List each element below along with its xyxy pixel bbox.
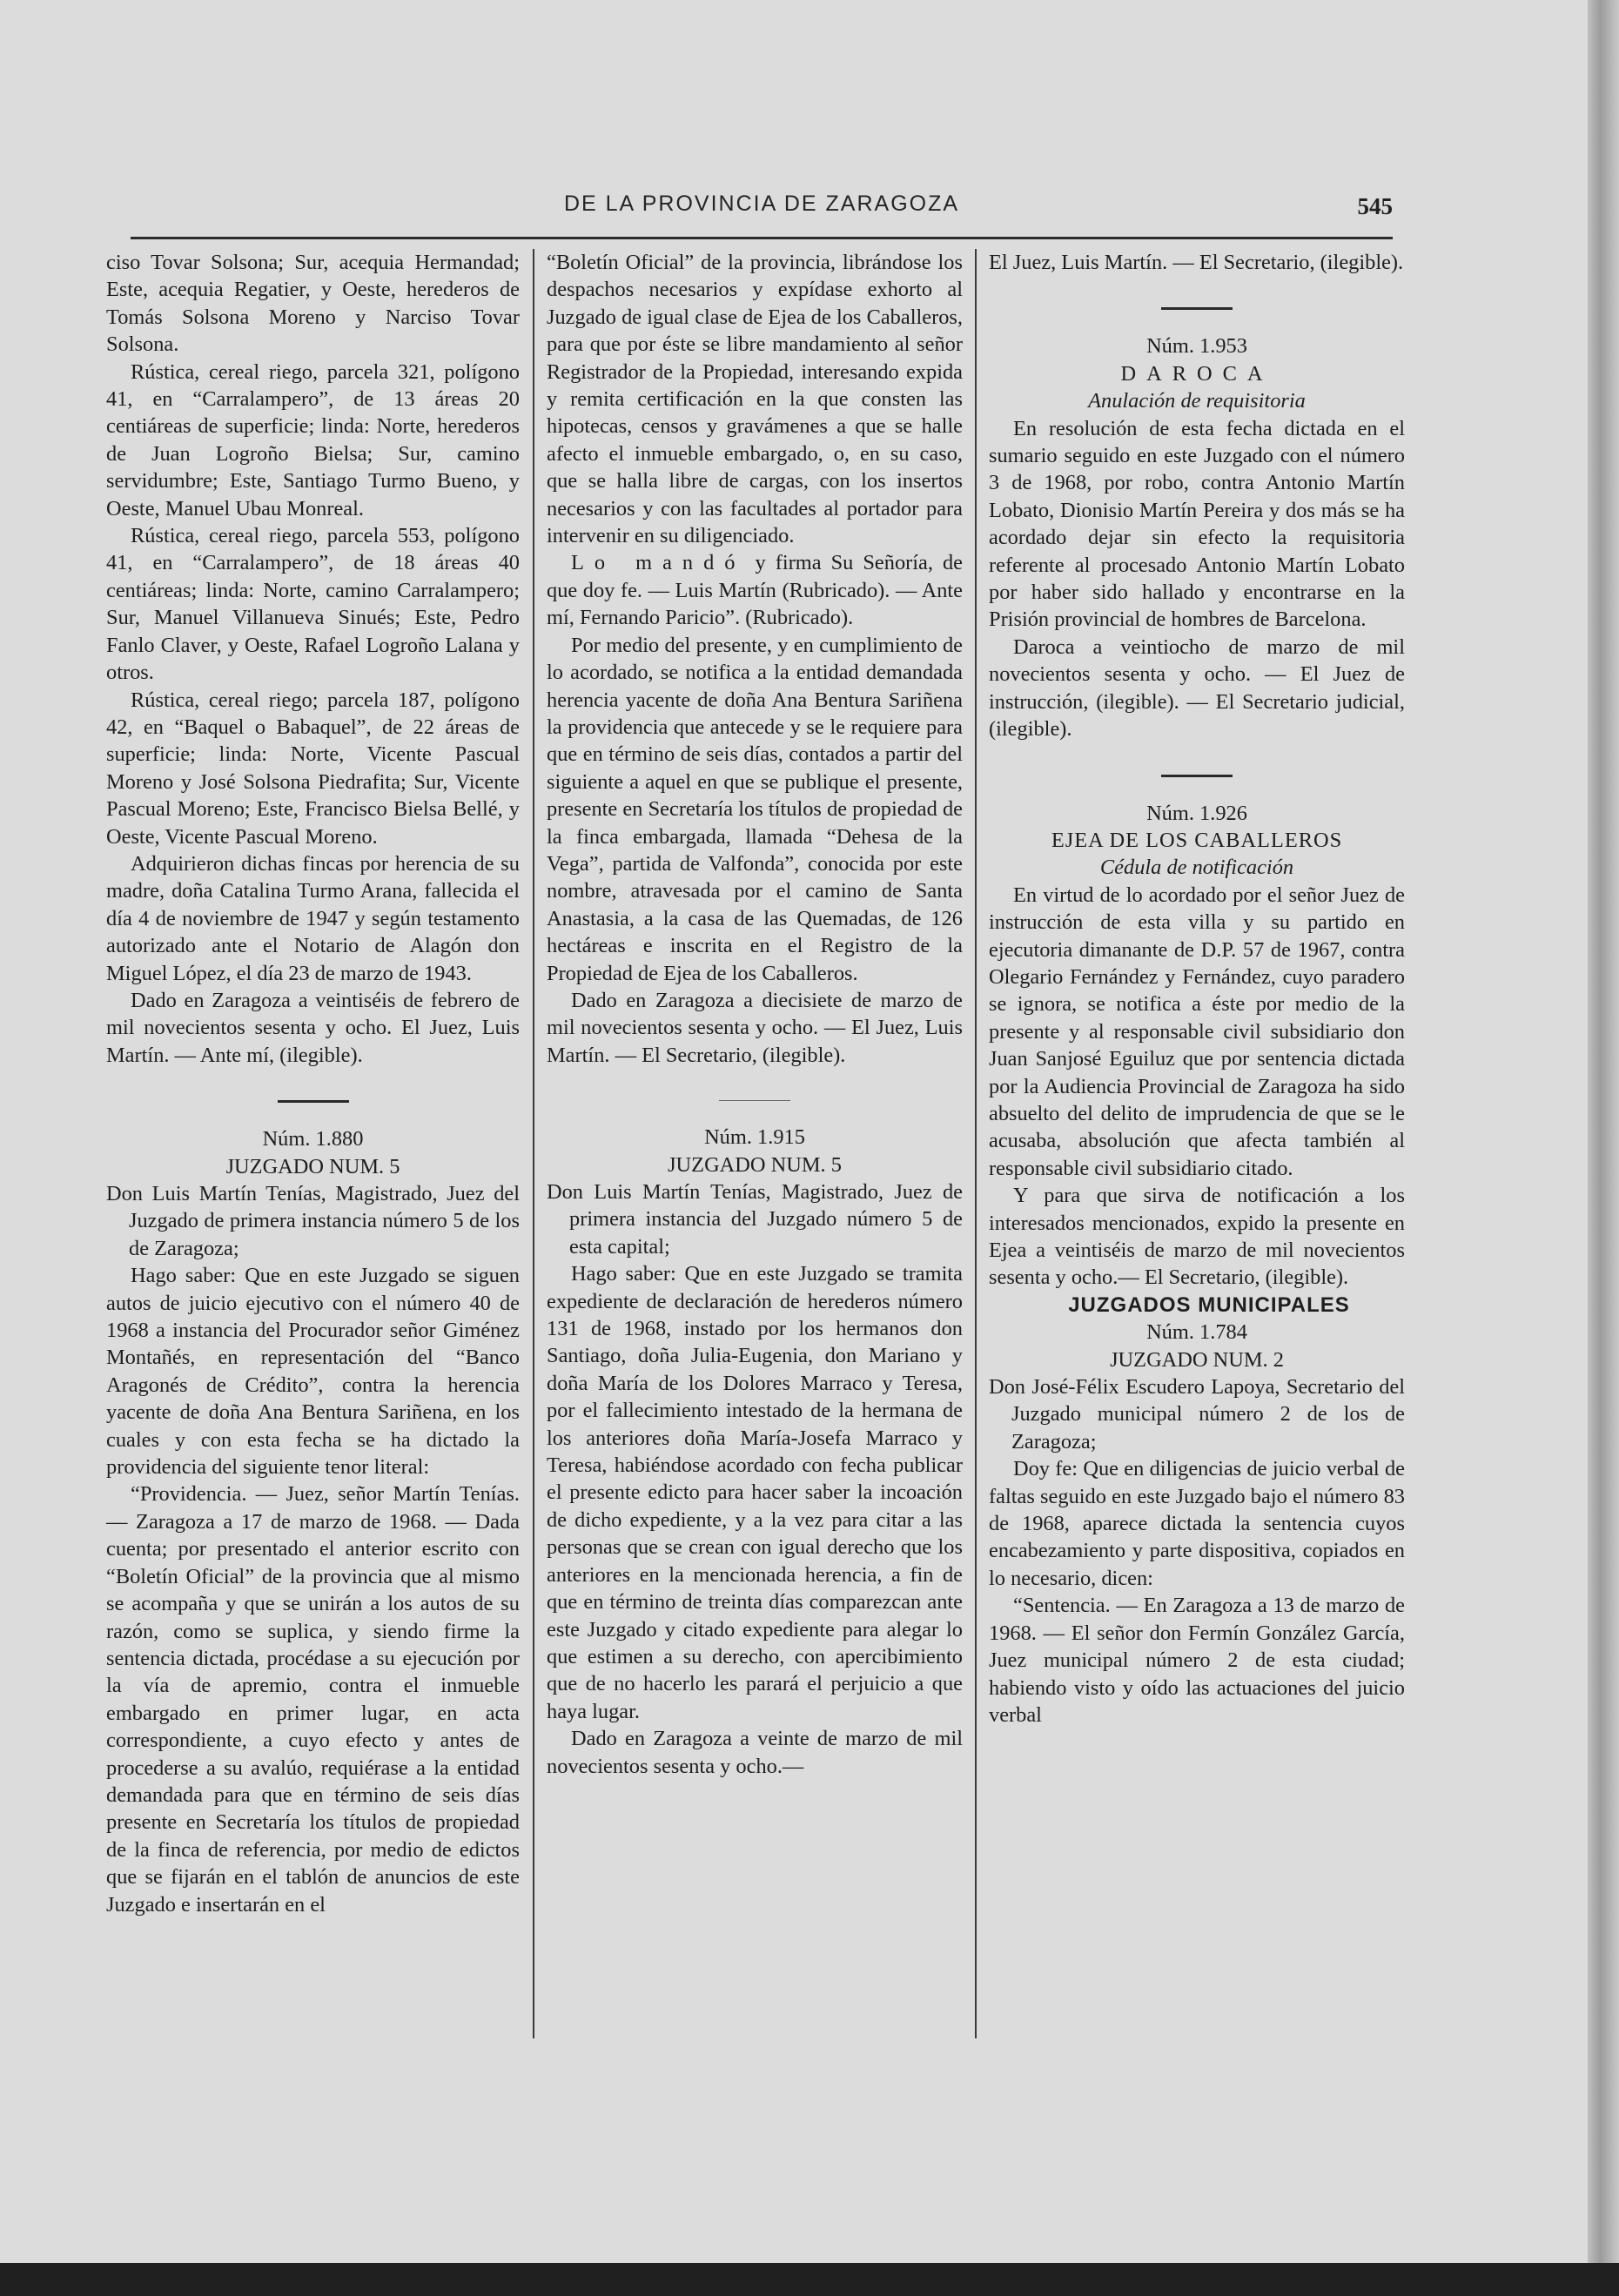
paragraph: Por medio del presente, y en cumplimiento de lo acordado, se notifica a la entidad demandada herencia yacente de doña Ana Bentura Sariñena la providencia que antecede y se le requiere para que en término de seis días, contados a partir del siguiente a aquel en que se publique el presente, presente en Secretaría los títulos de propiedad de la finca embargada, llamada “Dehesa de la Vega”, partida de Valfonda”, conocida por este nombre, atravesada por el camino de Santa Anastasia, a la casa de las Quemadas, de 126 hectáreas e inscrita en el Registro de la Propiedad de Ejea de los Caballeros. [547, 633, 963, 985]
column-3 [989, 249, 1405, 1729]
paragraph: “Providencia. — Juez, señor Martín Tenías. — Zaragoza a 17 de marzo de 1968. — Dada cuenta; por presentado el anterior escrito con “Boletín Oficial” de la provincia que al mismo se acompaña y que se unirán a los autos de su razón, como se suplica, y siendo firme la sentencia dictada, procédase a su ejecución por la vía de apremio, contra el inmueble embargado en primer lugar, en acta correspondiente, a cuyo efecto y antes de procederse a su avalúo, requiérase a la entidad demandada para que en término de seis días presente en Secretaría los títulos de propiedad de la finca de referencia, por medio de edictos que se fijarán en el tablón de anuncios de este Juzgado e insertarán en el [106, 1482, 520, 1917]
paragraph: El Juez, Luis Martín. — El Secretario, (ilegible). [989, 251, 1404, 274]
paragraph: “Sentencia. — En Zaragoza a 13 de marzo de 1968. — El señor don Fermín González García, Juez municipal número 2 de esta ciudad; habiendo visto y oído las actuaciones del juicio verbal [989, 1594, 1405, 1727]
spaced-text: Lo mandó [571, 551, 746, 575]
paragraph: Rústica, cereal riego, parcela 553, polígono 41, en “Carralampero”, de 18 áreas 40 centiáreas; linda: Norte, camino Carralampero; Sur, Manuel Villanueva Sinués; Este, Pedro Fanlo Claver, y Oeste, Rafael Logroño Lalana y otros. [106, 524, 520, 685]
section-divider [719, 1100, 790, 1101]
page-edge [1588, 0, 1619, 2296]
header-title: DE LA PROVINCIA DE ZARAGOZA [563, 191, 960, 216]
paragraph: Doy fe: Que en diligencias de juicio verbal de faltas seguido en este Juzgado bajo el número 83 de 1968, aparece dictada la sentencia cuyos encabezamiento y parte dispositiva, copiados en lo necesario, dicen: [989, 1457, 1405, 1590]
notice-subtitle: Anulación de requisitoria [1088, 389, 1306, 413]
paragraph: En virtud de lo acordado por el señor Juez de instrucción de esta villa y su partido en ejecutoria dimanante de D.P. 57 de 1967, contra Olegario Fernández y Fernández, cuyo paradero se ignora, se notifica a éste por medio de la presente y al responsable civil subsidiario don Juan Sanjosé Eguiluz que por sentencia dictada por la Audiencia Provincial de Zaragoza ha sido absuelto del delito de imprudencia de que se le acusaba, absolución que afecta también al responsable civil subsidiario citado. [989, 883, 1405, 1180]
paragraph: Dado en Zaragoza a veinte de marzo de mil novecientos sesenta y ocho.— [547, 1727, 963, 1778]
town-heading: DAROCA [1120, 361, 1273, 386]
paragraph: “Boletín Oficial” de la provincia, librándose los despachos necesarios y expídase exhorto al Juzgado de igual clase de Ejea de los Caballeros, para que por éste se libre mandamiento al señor Registrador de la Propiedad, interesando expida y remita certificación en la que consten las hipotecas, censos y gravámenes a que se halle afecto el inmueble embargado, o, en su caso, que se halla libre de cargas, con los insertos necesarios y con las facultades al portador para intervenir en su diligenciado. [547, 251, 963, 548]
section-divider [278, 1100, 349, 1103]
paragraph: Rústica, cereal riego; parcela 187, polígono 42, en “Baquel o Babaquel”, de 22 áreas de superficie; linda: Norte, Vicente Pascual Moreno y José Solsona Piedrafita; Sur, Vicente Pascual Moreno; Este, Francisco Bielsa Bellé, y Oeste, Vicente Pascual Moreno. [106, 688, 520, 849]
paragraph: Don José-Félix Escudero Lapoya, Secretario del Juzgado municipal número 2 de los de Zaragoza; [989, 1375, 1405, 1453]
paragraph: Hago saber: Que en este Juzgado se siguen autos de juicio ejecutivo con el número 40 de 1968 a instancia del Procurador señor Giménez Montañés, en representación del “Banco Aragonés de Crédito”, contra la herencia yacente de doña Ana Bentura Sariñena, en los cuales y con esta fecha se ha dictado la providencia del siguiente tenor literal: [106, 1264, 520, 1480]
paragraph: ciso Tovar Solsona; Sur, acequia Hermandad; Este, acequia Regatier, y Oeste, herederos de Tomás Solsona Moreno y Narciso Tovar Solsona. [106, 251, 520, 357]
paragraph [547, 549, 963, 631]
paragraph: Daroca a veintiocho de marzo de mil novecientos sesenta y ocho. — El Juez de instrucción, (ilegible). — El Secretario judicial, (ilegible). [989, 634, 1405, 742]
court-heading: JUZGADO NUM. 2 [1110, 1347, 1284, 1372]
paragraph-rest: y firma Su Señoría, de que doy fe. — Luis Martín (Rubricado). — Ante mí, Fernando Paricio”. (Rubricado). [547, 551, 963, 630]
paragraph: Y para que sirva de notificación a los interesados mencionados, expido la presente en Ejea a veintiséis de marzo de mil novecientos sesenta y ocho.— El Secretario, (ilegible). [989, 1184, 1405, 1290]
column-2 [547, 249, 963, 1780]
notice-number: Núm. 1.880 [262, 1127, 364, 1151]
notice-subtitle: Cédula de notificación [1099, 856, 1294, 880]
section-heading: JUZGADOS MUNICIPALES [1068, 1292, 1350, 1317]
column-rule [975, 249, 977, 2038]
paragraph: Don Luis Martín Tenías, Magistrado, Juez del Juzgado de primera instancia número 5 de los de Zaragoza; [106, 1182, 520, 1260]
column-rule [533, 249, 534, 2038]
column-1 [106, 249, 520, 1918]
paragraph: Dado en Zaragoza a veintiséis de febrero de mil novecientos sesenta y ocho. El Juez, Luis Martín. — Ante mí, (ilegible). [106, 988, 520, 1067]
notice-number: Núm. 1.926 [1146, 801, 1247, 825]
paragraph: Rústica, cereal riego, parcela 321, polígono 41, en “Carralampero”, de 13 áreas 20 centiáreas de superficie; linda: Norte, herederos de Juan Logroño Bielsa; Sur, camino servidumbre; Este, Santiago Turmo Bueno, y Oeste, Manuel Ubau Monreal. [106, 359, 520, 520]
paragraph: Hago saber: Que en este Juzgado se tramita expediente de declaración de herederos número 131 de 1968, instado por los hermanos don Santiago, doña Julia-Eugenia, don Mariano y doña María de los Dolores Marraco y Teresa, por el fallecimiento intestado de la hermana de los anteriores doña María-Josefa Marraco y Teresa, habiéndose acordado con fecha publicar el presente edicto para hacer saber la incoación de dicho expediente, y a la vez para citar a las personas que se crean con igual derecho que los anteriores en la mencionada herencia, a fin de que en término de treinta días comparezcan ante este Juzgado y citado expediente para alegar lo que estimen a su derecho, con apercibimiento que de no hacerlo les parará el perjuicio a que haya lugar. [547, 1262, 963, 1723]
section-divider [1161, 307, 1233, 310]
town-heading: EJEA DE LOS CABALLEROS [1051, 828, 1343, 852]
paragraph: Dado en Zaragoza a diecisiete de marzo de mil novecientos sesenta y ocho. — El Juez, Luis Martín. — El Secretario, (ilegible). [547, 988, 963, 1067]
court-heading: JUZGADO NUM. 5 [668, 1152, 842, 1177]
notice-number: Núm. 1.953 [1146, 334, 1247, 359]
paragraph: En resolución de esta fecha dictada en el sumario seguido en este Juzgado con el número 3 de 1968, por robo, contra Antonio Martín Lobato, Dionisio Martín Pereira y dos más se ha acordado dejar sin efecto la requisitoria referente al procesado Antonio Martín Lobato por haber sido hallado y encontrarse en la Prisión provincial de hombres de Barcelona. [989, 416, 1405, 632]
paragraph: Adquirieron dichas fincas por herencia de su madre, doña Catalina Turmo Arana, fallecida el día 4 de noviembre de 1947 y según testamento autorizado ante el Notario de Alagón don Miguel López, el día 23 de marzo de 1943. [106, 851, 520, 985]
court-heading: JUZGADO NUM. 5 [225, 1154, 400, 1178]
page-number: 545 [1357, 193, 1393, 219]
notice-number: Núm. 1.915 [704, 1125, 805, 1150]
scan-border [0, 2263, 1619, 2296]
paragraph: Don Luis Martín Tenías, Magistrado, Juez de primera instancia del Juzgado número 5 de esta capital; [547, 1180, 963, 1259]
section-divider [1161, 775, 1233, 777]
notice-number: Núm. 1.784 [1146, 1320, 1247, 1345]
page-header [131, 185, 1393, 239]
